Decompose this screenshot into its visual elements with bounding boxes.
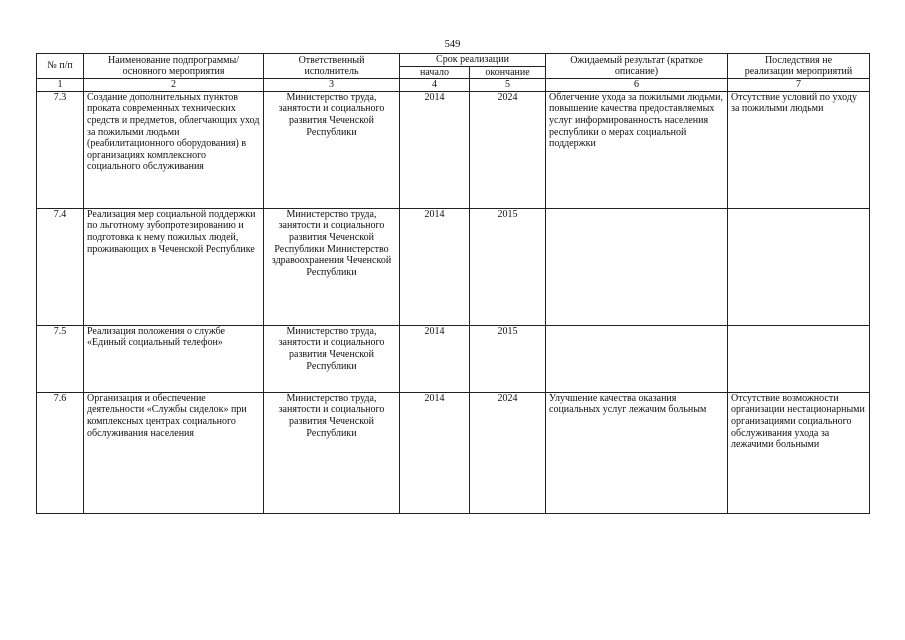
header-row-top [37, 54, 870, 67]
column-number: 5 [470, 79, 546, 92]
row-result: Улучшение качества оказания социальных услуг лежачим больным [546, 392, 728, 513]
row-num: 7.5 [37, 325, 84, 392]
table-row [37, 208, 870, 325]
row-name: Создание дополнительных пунктов проката современных технических средств и предметов, облегчающих уход за пожилыми людьми (реабилитационного оборудования) в организациях комплексного социального обслуживания [84, 91, 264, 208]
row-name: Реализация положения о службе «Единый социальный телефон» [84, 325, 264, 392]
row-end: 2015 [470, 325, 546, 392]
column-number-row [37, 79, 870, 92]
column-number: 4 [400, 79, 470, 92]
activities-table [36, 53, 870, 514]
header-start: начало [400, 66, 470, 79]
header-consequences: Последствия не реализации мероприятий [728, 54, 870, 79]
header-result: Ожидаемый результат (краткое описание) [546, 54, 728, 79]
row-consequences [728, 208, 870, 325]
header-executor: Ответственный исполнитель [264, 54, 400, 79]
table-row [37, 91, 870, 208]
row-num: 7.6 [37, 392, 84, 513]
row-result [546, 325, 728, 392]
row-consequences [728, 325, 870, 392]
column-number: 6 [546, 79, 728, 92]
row-end: 2015 [470, 208, 546, 325]
column-number: 7 [728, 79, 870, 92]
row-consequences: Отсутствие условий по уходу за пожилыми людьми [728, 91, 870, 208]
row-executor: Министерство труда, занятости и социального развития Чеченской Республики [264, 392, 400, 513]
row-executor: Министерство труда, занятости и социального развития Чеченской Республики [264, 91, 400, 208]
header-num: № п/п [37, 54, 84, 79]
column-number: 2 [84, 79, 264, 92]
row-consequences: Отсутствие возможности организации нестационарными организациями социального обслуживания ухода за лежачими больными [728, 392, 870, 513]
row-name: Организация и обеспечение деятельности «Службы сиделок» при комплексных центрах социального обслуживания населения [84, 392, 264, 513]
header-period: Срок реализации [400, 54, 546, 67]
page-number: 549 [444, 39, 461, 50]
row-end: 2024 [470, 392, 546, 513]
row-name: Реализация мер социальной поддержки по льготному зубопротезированию и подготовка к нему пожилых людей, проживающих в Чеченской Республике [84, 208, 264, 325]
row-executor: Министерство труда, занятости и социального развития Чеченской Республики Министерство здравоохранения Чеченской Республики [264, 208, 400, 325]
row-start: 2014 [400, 208, 470, 325]
row-num: 7.3 [37, 91, 84, 208]
row-executor: Министерство труда, занятости и социального развития Чеченской Республики [264, 325, 400, 392]
row-result: Облегчение ухода за пожилыми людьми, повышение качества предоставляемых услуг информированность населения республики о мерах социальной поддержки [546, 91, 728, 208]
row-num: 7.4 [37, 208, 84, 325]
row-end: 2024 [470, 91, 546, 208]
row-start: 2014 [400, 392, 470, 513]
column-number: 1 [37, 79, 84, 92]
row-result [546, 208, 728, 325]
table-row [37, 392, 870, 513]
header-end: окончание [470, 66, 546, 79]
header-name: Наименование подпрограммы/ основного мероприятия [84, 54, 264, 79]
row-start: 2014 [400, 91, 470, 208]
row-start: 2014 [400, 325, 470, 392]
column-number: 3 [264, 79, 400, 92]
table-row [37, 325, 870, 392]
